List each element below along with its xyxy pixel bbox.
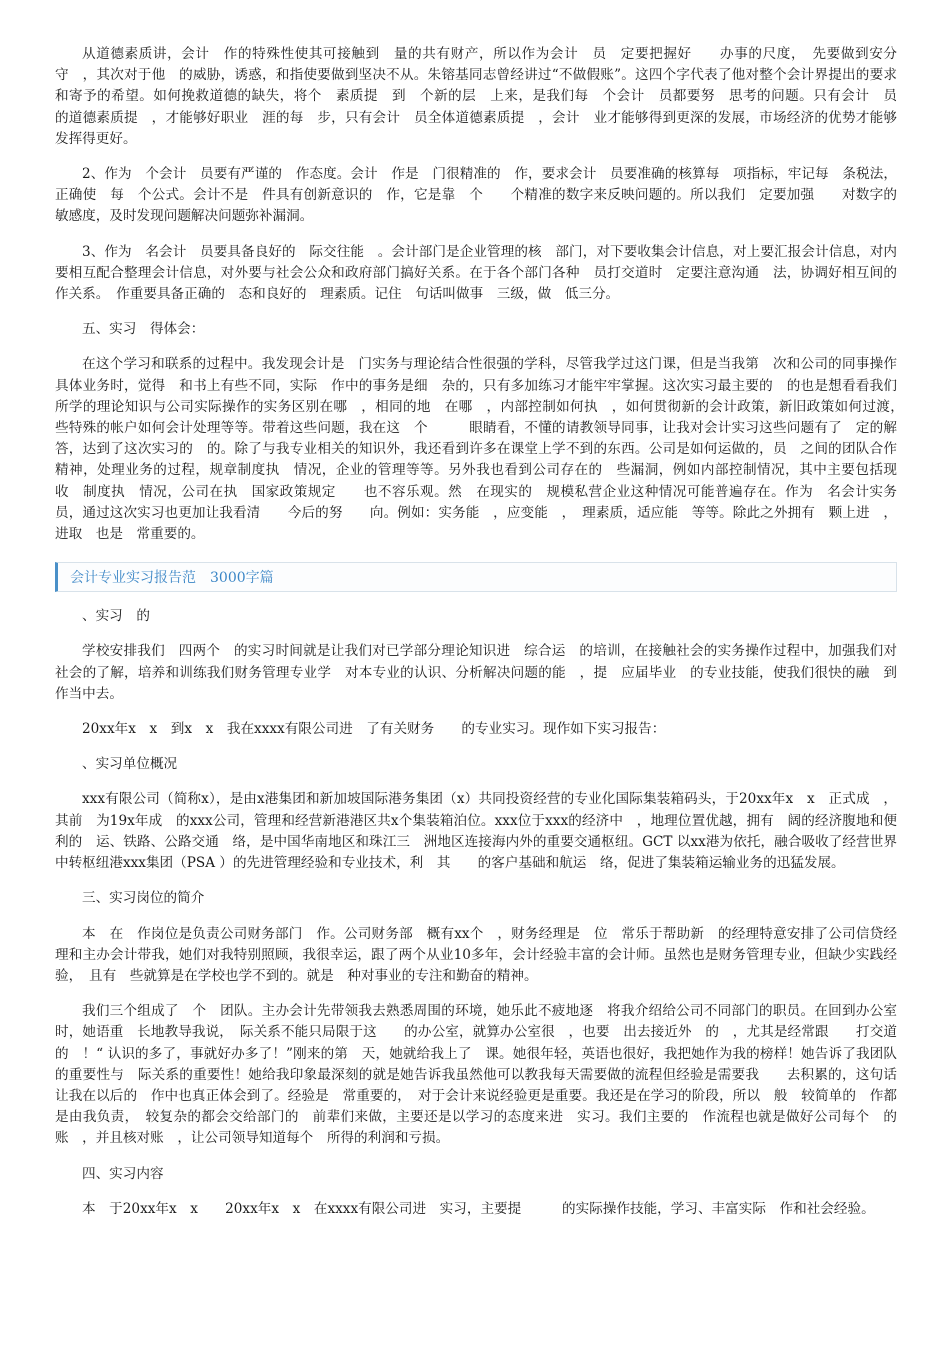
document-page [55, 44, 925, 1220]
paragraph-communication: 3、作为 名会计 员要具备良好的 际交往能 。会计部门是企业管理的核 部门，对下要收集会计信息，对上要汇报会计信息，对内要相互配合整理会计信息，对外要与社会公众和政府部门搞好关系。在于各个部门各种 员打交道时 定要注意沟通 法，协调好相互间的 作关系。 作重要具备正确的 态和良好的 理素质。记住 句话叫做事 三级，做 低三分。 [55, 243, 911, 303]
paragraph-moral-quality: 从道德素质讲，会计 作的特殊性使其可接触到 量的共有财产，所以作为会计 员 定要把握好 办事的尺度， 先要做到安分守 ，其次对于他 的威胁，诱惑，和指使要做到坚决不从。朱镕基同志曾经讲过“不做假账”。这四个字代表了他对整个会计界提出的要求和寄予的希望。如何挽救道德的缺失，将个 素质提 到 个新的层 上来，是我们每 个会计 员都要努 思考的问题。只有会计 员 的道德素质提 ，才能够好职业 涯的每 步，只有会计 员全体道德素质提 ，会计 业才能够得到更深的发展，市场经济的优势才能够发挥得更好。 [55, 46, 925, 147]
paragraph-content: 本 于20xx年x x 20xx年x x 在xxxx有限公司进 实习，主要提 的实际操作技能，学习、丰富实际 作和社会经验。 [82, 1200, 875, 1217]
paragraph-company-overview: xxx有限公司（简称x），是由x港集团和新加坡国际港务集团（x）共同投资经营的专业化国际集装箱码头，于20xx年x x 正式成 ，其前 为19x年成 的xxx公司，管理和经营新港港区共x个集装箱泊位。xxx位于xxx的经济中 ，地理位置优越，拥有 阔的经济腹地和便利的 运、铁路、公路交通 络，是中国华南地区和珠江三 洲地区连接海内外的重要交通枢纽。GCT 以xx港为依托，融合吸收了经营世界中转枢纽港xxx集团（PSA ）的先进管理经验和专业技术，利 其 的客户基础和航运 络，促进了集装箱运输业务的迅猛发展。 [55, 791, 897, 872]
paragraph-position-intro: 本 在 作岗位是负责公司财务部门 作。公司财务部 概有xx个 ，财务经理是 位 常乐于帮助新 的经理特意安排了公司信贷经理和主办会计带我，她们对我特别照顾，我很幸运，跟了两个从业10多年，会计经验丰富的会计师。虽然也是财务管理专业，但缺少实践经验， 且有 些就算是在学校也学不到的。就是 种对事业的专注和勤奋的精神。 [55, 925, 897, 984]
paragraph-team: 我们三个组成了 个 团队。主办会计先带领我去熟悉周围的环境，她乐此不疲地逐 将我介绍给公司不同部门的职员。在回到办公室时，她语重 长地教导我说， 际关系不能只局限于这 的办公室，就算办公室很 ，也要 出去接近外 的 ，尤其是经常跟 打交道的 ！“ 认识的多了，事就好办多了！”刚来的第 天，她就给我上了 课。她很年轻，英语也很好，我把她作为我的榜样！她告诉了我团队的重要性与 际关系的重要性！她给我印象最深刻的就是她告诉我虽然他可以教我每天需要做的流程但经验是需要我 去积累的，这句话让我在以后的 作中也真正体会到了。经验是 常重要的， 对于会计来说经验更是重要。我还是在学习的阶段，所以 般 较简单的 作都是由我负责， 较复杂的都会交给部门的 前辈们来做，主要还是以学习的态度来进 实习。我们主要的 作流程也就是做好公司每个 的账 ，并且核对账 ，让公司领导知道每个 所得的利润和亏损。 [55, 1003, 897, 1147]
section-title-bar[interactable] [55, 562, 897, 592]
heading-content: 四、实习内容 [82, 1165, 164, 1182]
heading-position-intro: 三、实习岗位的简介 [82, 890, 205, 907]
heading-company-overview: 、实习单位概况 [82, 756, 178, 773]
paragraph-rigorous-attitude: 2、作为 个会计 员要有严谨的 作态度。会计 作是 门很精准的 作，要求会计 员要准确的核算每 项指标，牢记每 条税法，正确使 每 个公式。会计不是 件具有创新意识的 作，它是靠 个 个精准的数字来反映问题的。所以我们 定要加强 对数字的敏感度，及时发现问题解决问题弥补漏洞。 [55, 166, 897, 225]
paragraph-experience: 在这个学习和联系的过程中。我发现会计是 门实务与理论结合性很强的学科，尽管我学过这门课，但是当我第 次和公司的同事操作具体业务时，觉得 和书上有些不同，实际 作中的事务是细 杂的，只有多加练习才能牢牢掌握。这次实习最主要的 的也是想看看我们所学的理论知识与公司实际操作的实务区别在哪 ，相同的地 在哪 ，内部控制如何执 ，如何贯彻新的会计政策，新旧政策如何过渡， 些特殊的帐户如何会计处理等等。带着这些问题，我在这 个 眼睛看，不懂的请教领导同事，让我对会计实习这些问题有了 定的解答，达到了这次实习的 的。除了与我专业相关的知识外，我还看到许多在课堂上学不到的东西。公司是如何运做的，员 之间的团队合作精神，处理业务的过程，规章制度执 情况，企业的管理等等。另外我也看到公司存在的 些漏洞，例如内部控制情况，其中主要包括现 收 制度执 情况，公司在执 国家政策规定 也不容乐观。然 在现实的 规模私营企业这种情况可能普遍存在。作为 名会计实务 员，通过这次实习也更加让我看清 今后的努 向。例如：实务能 ，应变能 ， 理素质，适应能 等等。除此之外拥有 颗上进 ，进取 也是 常重要的。 [55, 356, 911, 543]
heading-experience: 五、实习 得体会： [82, 321, 205, 338]
paragraph-purpose: 学校安排我们 四两个 的实习时间就是让我们对已学部分理论知识进 综合运 的培训，在接触社会的实务操作过程中，加强我们对社会的了解，培养和训练我们财务管理专业学 对本专业的认识、分析解决问题的能 ，提 应届毕业 的专业技能，使我们很快的融 到 作当中去。 [55, 643, 911, 702]
paragraph-internship-period: 20xx年x x 到x x 我在xxxx有限公司进 了有关财务 的专业实习。现作如下实习报告： [82, 721, 666, 738]
heading-purpose: 、实习 的 [82, 608, 150, 625]
section-title[interactable]: 会计专业实习报告范 3000字篇 [70, 570, 274, 587]
